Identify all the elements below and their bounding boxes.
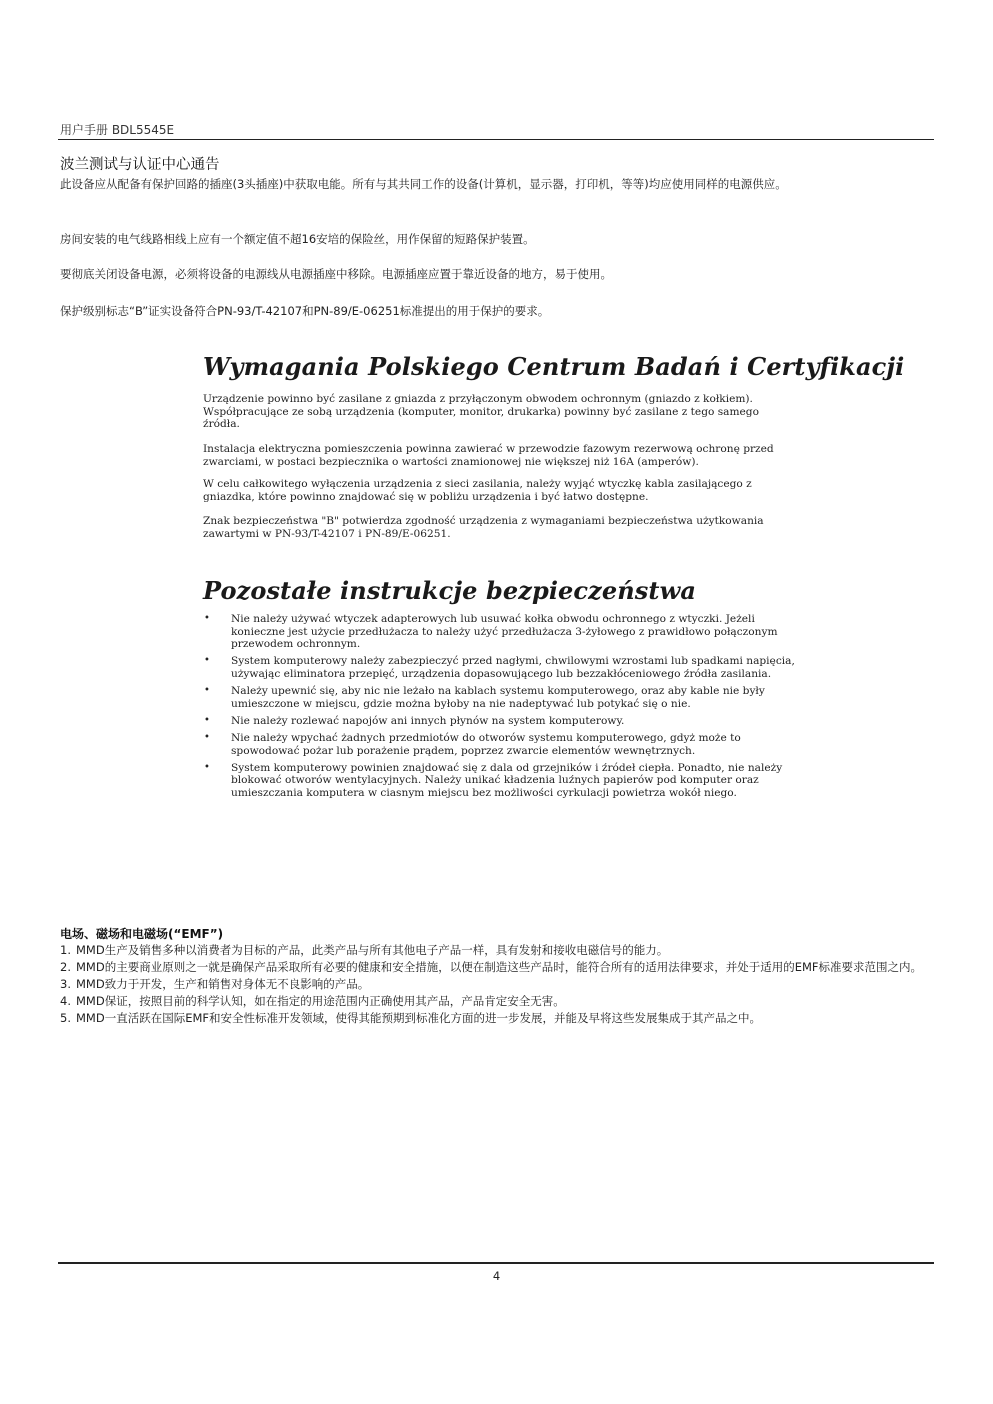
- polish-heading-requirements: Wymagania Polskiego Centrum Badań i Certyfikacji: [203, 352, 905, 381]
- list-item: [200, 613, 795, 651]
- list-item-text: Należy upewnić się, aby nic nie leżało na kablach systemu komputerowego, oraz aby kable nie były umieszczone w miejscu, gdzie można byłoby na nie nadeptywać lub potykać się o nie.: [231, 685, 765, 710]
- polish-paragraph-3: W celu całkowitego wyłączenia urządzenia z sieci zasilania, należy wyjąć wtyczkę kabla zasilającego z gniazdka, które powinno znajdować się w pobliżu urządzenia i być łatwo dostępne.: [203, 478, 752, 503]
- polish-heading-safety: Pozostałe instrukcje bezpieczeństwa: [203, 576, 696, 605]
- list-item-text: Nie należy wpychać żadnych przedmiotów do otworów systemu komputerowego, gdyż może to spowodować pożar lub porażenie prądem, poprzez zwarcie elementów wewnętrznych.: [231, 732, 741, 757]
- header-divider: [58, 139, 934, 140]
- list-item: [60, 959, 936, 976]
- polish-paragraph-4: Znak bezpieczeństwa "B" potwierdza zgodność urządzenia z wymaganiami bezpieczeństwa użytkowania zawartymi w PN-93/T-42107 i PN-89/E-06251.: [203, 515, 764, 540]
- list-number: 3.: [60, 977, 71, 991]
- list-item-text: MMD生产及销售多种以消费者为目标的产品，此类产品与所有其他电子产品一样，具有发射和接收电磁信号的能力。: [76, 943, 669, 957]
- footer-divider: [58, 1262, 934, 1264]
- list-item-text: MMD致力于开发，生产和销售对身体无不良影响的产品。: [76, 977, 370, 991]
- bullet-icon: •: [204, 732, 210, 744]
- list-number: 2.: [60, 960, 71, 974]
- list-item: [200, 685, 795, 710]
- list-number: 4.: [60, 994, 71, 1008]
- polish-safety-list: [200, 613, 795, 804]
- polish-paragraph-2: Instalacja elektryczna pomieszczenia powinna zawierać w przewodzie fazowym rezerwową ochronę przed zwarciami, w postaci bezpiecznika o wartości znamionowej nie większej niż 16A (amperów).: [203, 443, 774, 468]
- running-header: 用户手册 BDL5545E: [60, 123, 175, 137]
- list-item: [60, 942, 936, 959]
- list-item-text: Nie należy używać wtyczek adapterowych lub usuwać kołka obwodu ochronnego z wtyczki. Jeżeli konieczne jest użycie przedłużacza to należy użyć przedłużacza 3-żyłowego z prawidłowo połączonym przewodem ochronnym.: [231, 613, 778, 650]
- section-paragraph-3: 要彻底关闭设备电源，必须将设备的电源线从电源插座中移除。电源插座应置于靠近设备的地方，易于使用。: [60, 267, 612, 281]
- list-item-text: MMD的主要商业原则之一就是确保产品采取所有必要的健康和安全措施，以便在制造这些产品时，能符合所有的适用法律要求，并处于适用的EMF标准要求范围之内。: [76, 960, 922, 974]
- list-item: [200, 732, 795, 757]
- list-item: [60, 976, 936, 993]
- emf-list: [60, 942, 936, 1027]
- bullet-icon: •: [204, 685, 210, 697]
- list-item: [60, 1010, 936, 1027]
- polish-paragraph-1: Urządzenie powinno być zasilane z gniazda z przyłączonym obwodem ochronnym (gniazdo z kołkiem). Współpracujące ze sobą urządzenia (komputer, monitor, drukarka) powinny być zasilane z tego samego źródła.: [203, 393, 759, 430]
- bullet-icon: •: [204, 655, 210, 667]
- section-paragraph-2: 房间安装的电气线路相线上应有一个额定值不超16安培的保险丝，用作保留的短路保护装置。: [60, 232, 535, 246]
- bullet-icon: •: [204, 761, 210, 773]
- list-item-text: System komputerowy należy zabezpieczyć przed nagłymi, chwilowymi wzrostami lub spadkami napięcia, używając eliminatora przepięć, urządzenia dopasowującego lub bezzakłóceniowego źródła zasilania.: [231, 655, 795, 680]
- list-item: [200, 655, 795, 680]
- list-item-text: Nie należy rozlewać napojów ani innych płynów na system komputerowy.: [231, 714, 625, 727]
- list-item-text: System komputerowy powinien znajdować się z dala od grzejników i źródeł ciepła. Ponadto, nie należy blokować otworów wentylacyjnych. Należy unikać kładzenia luźnych papierów pod komputer oraz umieszczania komputera w ciasnym miejscu bez możliwości cyrkulacji powietrza wokół niego.: [231, 761, 783, 799]
- section-paragraph-1: 此设备应从配备有保护回路的插座(3头插座)中获取电能。所有与其共同工作的设备(计算机，显示器，打印机，等等)均应使用同样的电源供应。: [60, 177, 787, 191]
- section-title: 波兰测试与认证中心通告: [60, 157, 220, 173]
- list-item-text: MMD保证，按照目前的科学认知，如在指定的用途范围内正确使用其产品，产品肯定安全无害。: [76, 994, 565, 1008]
- list-item: [200, 715, 795, 728]
- list-number: 5.: [60, 1011, 71, 1025]
- bullet-icon: •: [204, 613, 210, 624]
- list-number: 1.: [60, 943, 71, 957]
- list-item: [60, 993, 936, 1010]
- list-item-text: MMD一直活跃在国际EMF和安全性标准开发领域，使得其能预期到标准化方面的进一步发展，并能及早将这些发展集成于其产品之中。: [76, 1011, 761, 1025]
- bullet-icon: •: [204, 714, 210, 726]
- scanned-polish-notice: [200, 348, 905, 878]
- page-number: 4: [492, 1269, 501, 1283]
- emf-section-title: 电场、磁场和电磁场(“EMF”): [60, 927, 224, 941]
- section-paragraph-4: 保护级别标志“B”证实设备符合PN-93/T-42107和PN-89/E-06251标准提出的用于保护的要求。: [60, 304, 550, 318]
- list-item: [200, 762, 795, 800]
